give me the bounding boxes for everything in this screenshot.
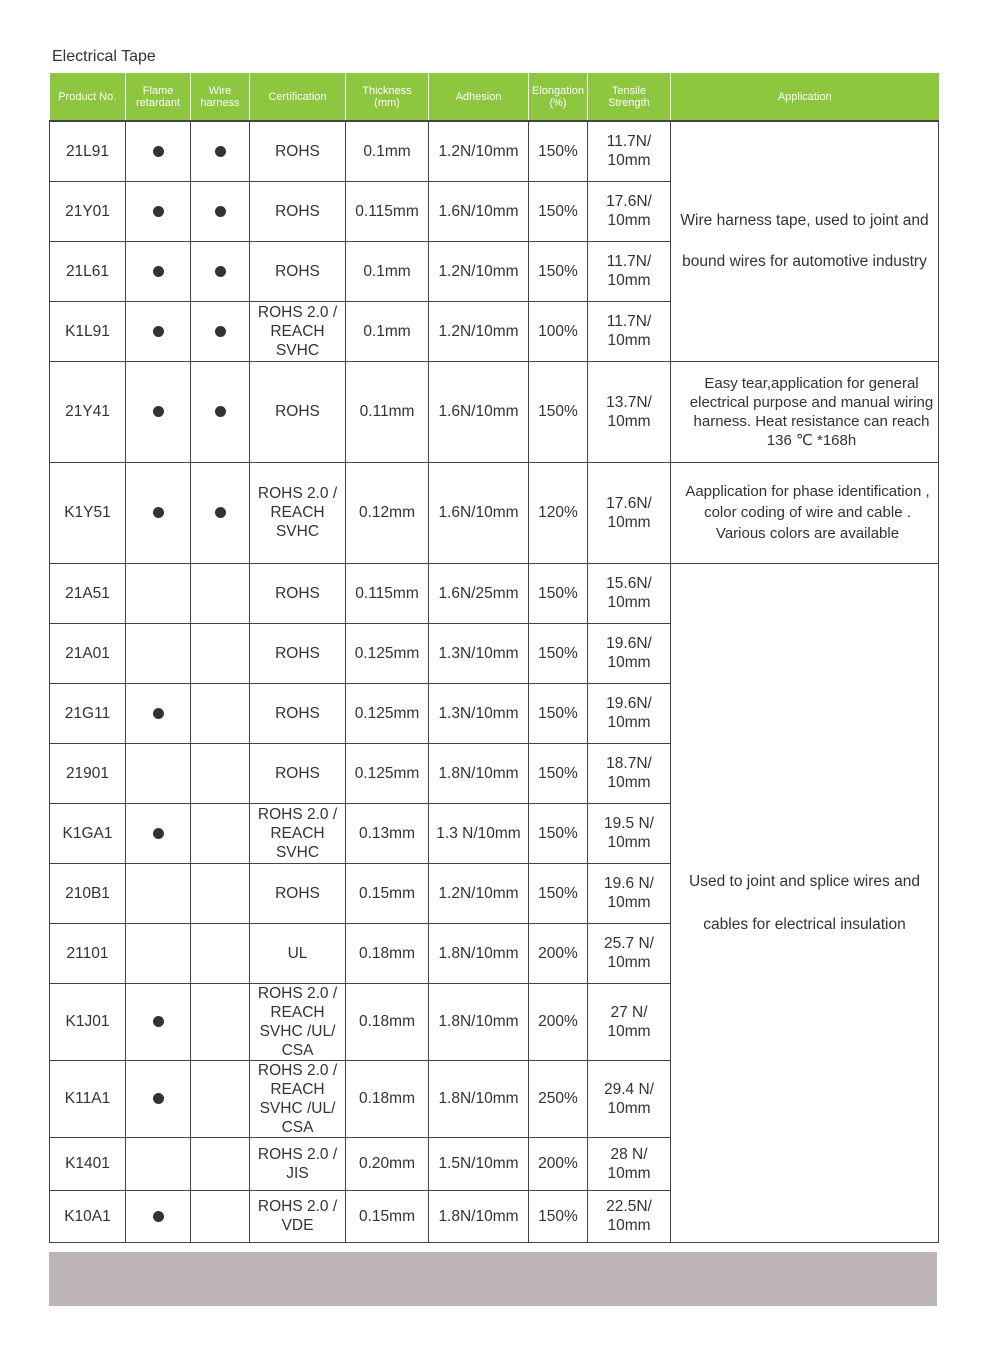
elongation-cell: 150% [529, 863, 588, 923]
product-no-cell: 21101 [50, 923, 126, 983]
filled-dot-icon [153, 708, 164, 719]
elongation-cell: 150% [529, 241, 588, 301]
wire-harness-cell [191, 1190, 250, 1242]
table-row [50, 121, 939, 181]
product-no-cell: 21901 [50, 743, 126, 803]
flame-retardant-cell [126, 683, 191, 743]
flame-retardant-cell [126, 1137, 191, 1190]
wire-harness-cell [191, 803, 250, 863]
product-no-cell: K1GA1 [50, 803, 126, 863]
adhesion-cell: 1.6N/10mm [429, 462, 529, 563]
elongation-cell: 150% [529, 803, 588, 863]
flame-retardant-cell [126, 623, 191, 683]
product-no-cell: 21Y41 [50, 361, 126, 462]
wire-harness-cell [191, 462, 250, 563]
flame-retardant-cell [126, 301, 191, 361]
adhesion-cell: 1.3 N/10mm [429, 803, 529, 863]
tensile-strength-cell: 11.7N/ 10mm [588, 301, 671, 361]
tensile-strength-cell: 19.6 N/ 10mm [588, 863, 671, 923]
filled-dot-icon [215, 326, 226, 337]
flame-retardant-cell [126, 563, 191, 623]
thickness-cell: 0.12mm [346, 462, 429, 563]
header-adhesion: Adhesion [429, 73, 529, 121]
certification-cell: ROHS [250, 181, 346, 241]
header-tensile-strength: Tensile Strength [588, 73, 671, 121]
thickness-cell: 0.125mm [346, 623, 429, 683]
certification-cell: ROHS 2.0 / REACH SVHC [250, 462, 346, 563]
elongation-cell: 120% [529, 462, 588, 563]
certification-cell: ROHS 2.0 / JIS [250, 1137, 346, 1190]
application-cell: Aapplication for phase identification , color coding of wire and cable . Various colors are available [671, 462, 939, 563]
certification-cell: ROHS [250, 683, 346, 743]
product-no-cell: 21Y01 [50, 181, 126, 241]
application-cell: Wire harness tape, used to joint and bound wires for automotive industry [671, 121, 939, 361]
certification-cell: ROHS [250, 623, 346, 683]
wire-harness-cell [191, 1060, 250, 1137]
flame-retardant-cell [126, 181, 191, 241]
tensile-strength-cell: 17.6N/ 10mm [588, 462, 671, 563]
adhesion-cell: 1.6N/10mm [429, 361, 529, 462]
filled-dot-icon [153, 1016, 164, 1027]
wire-harness-cell [191, 743, 250, 803]
product-no-cell: K1401 [50, 1137, 126, 1190]
flame-retardant-cell [126, 983, 191, 1060]
adhesion-cell: 1.5N/10mm [429, 1137, 529, 1190]
flame-retardant-cell [126, 1190, 191, 1242]
product-no-cell: 21G11 [50, 683, 126, 743]
application-cell: Easy tear,application for general electrical purpose and manual wiring harness. Heat resistance can reach 136 ℃ *168h [671, 361, 939, 462]
thickness-cell: 0.20mm [346, 1137, 429, 1190]
elongation-cell: 150% [529, 361, 588, 462]
table-body [50, 121, 939, 1242]
tensile-strength-cell: 11.7N/ 10mm [588, 121, 671, 181]
tensile-strength-cell: 18.7N/ 10mm [588, 743, 671, 803]
tensile-strength-cell: 19.6N/ 10mm [588, 683, 671, 743]
product-no-cell: K1J01 [50, 983, 126, 1060]
filled-dot-icon [215, 406, 226, 417]
header-row [50, 73, 939, 121]
filled-dot-icon [215, 266, 226, 277]
adhesion-cell: 1.3N/10mm [429, 683, 529, 743]
adhesion-cell: 1.6N/10mm [429, 181, 529, 241]
header-wire-harness: Wire harness [191, 73, 250, 121]
header-certification: Certification [250, 73, 346, 121]
filled-dot-icon [153, 1093, 164, 1104]
header-thickness: Thickness (mm) [346, 73, 429, 121]
thickness-cell: 0.11mm [346, 361, 429, 462]
certification-cell: UL [250, 923, 346, 983]
certification-cell: ROHS [250, 121, 346, 181]
wire-harness-cell [191, 563, 250, 623]
thickness-cell: 0.1mm [346, 301, 429, 361]
product-no-cell: 21L61 [50, 241, 126, 301]
wire-harness-cell [191, 181, 250, 241]
tensile-strength-cell: 11.7N/ 10mm [588, 241, 671, 301]
adhesion-cell: 1.2N/10mm [429, 863, 529, 923]
elongation-cell: 150% [529, 623, 588, 683]
wire-harness-cell [191, 1137, 250, 1190]
wire-harness-cell [191, 923, 250, 983]
certification-cell: ROHS [250, 563, 346, 623]
certification-cell: ROHS [250, 241, 346, 301]
product-no-cell: K1L91 [50, 301, 126, 361]
wire-harness-cell [191, 863, 250, 923]
wire-harness-cell [191, 301, 250, 361]
filled-dot-icon [153, 326, 164, 337]
tensile-strength-cell: 19.5 N/ 10mm [588, 803, 671, 863]
thickness-cell: 0.18mm [346, 983, 429, 1060]
tensile-strength-cell: 17.6N/ 10mm [588, 181, 671, 241]
flame-retardant-cell [126, 863, 191, 923]
wire-harness-cell [191, 121, 250, 181]
tensile-strength-cell: 13.7N/ 10mm [588, 361, 671, 462]
adhesion-cell: 1.8N/10mm [429, 1060, 529, 1137]
filled-dot-icon [153, 406, 164, 417]
tensile-strength-cell: 19.6N/ 10mm [588, 623, 671, 683]
table-row [50, 563, 939, 623]
filled-dot-icon [153, 146, 164, 157]
thickness-cell: 0.115mm [346, 181, 429, 241]
tensile-strength-cell: 29.4 N/ 10mm [588, 1060, 671, 1137]
certification-cell: ROHS 2.0 / REACH SVHC /UL/ CSA [250, 1060, 346, 1137]
flame-retardant-cell [126, 361, 191, 462]
adhesion-cell: 1.8N/10mm [429, 923, 529, 983]
flame-retardant-cell [126, 462, 191, 563]
tensile-strength-cell: 27 N/ 10mm [588, 983, 671, 1060]
adhesion-cell: 1.2N/10mm [429, 301, 529, 361]
elongation-cell: 200% [529, 923, 588, 983]
wire-harness-cell [191, 361, 250, 462]
product-no-cell: 21A01 [50, 623, 126, 683]
thickness-cell: 0.15mm [346, 863, 429, 923]
product-no-cell: K10A1 [50, 1190, 126, 1242]
certification-cell: ROHS [250, 863, 346, 923]
elongation-cell: 150% [529, 743, 588, 803]
adhesion-cell: 1.8N/10mm [429, 1190, 529, 1242]
application-cell: Used to joint and splice wires and cables for electrical insulation [671, 563, 939, 1242]
page-title: Electrical Tape [52, 48, 156, 65]
tensile-strength-cell: 25.7 N/ 10mm [588, 923, 671, 983]
thickness-cell: 0.125mm [346, 683, 429, 743]
elongation-cell: 150% [529, 181, 588, 241]
product-no-cell: K11A1 [50, 1060, 126, 1137]
header-elongation: Elongation (%) [529, 73, 588, 121]
filled-dot-icon [215, 206, 226, 217]
thickness-cell: 0.115mm [346, 563, 429, 623]
thickness-cell: 0.18mm [346, 1060, 429, 1137]
header-product-no: Product No. [50, 73, 126, 121]
table-row [50, 462, 939, 563]
flame-retardant-cell [126, 743, 191, 803]
certification-cell: ROHS 2.0 / VDE [250, 1190, 346, 1242]
wire-harness-cell [191, 683, 250, 743]
filled-dot-icon [153, 266, 164, 277]
elongation-cell: 250% [529, 1060, 588, 1137]
filled-dot-icon [153, 507, 164, 518]
thickness-cell: 0.125mm [346, 743, 429, 803]
filled-dot-icon [153, 828, 164, 839]
certification-cell: ROHS [250, 361, 346, 462]
product-no-cell: K1Y51 [50, 462, 126, 563]
filled-dot-icon [153, 206, 164, 217]
product-no-cell: 21L91 [50, 121, 126, 181]
certification-cell: ROHS 2.0 / REACH SVHC [250, 803, 346, 863]
thickness-cell: 0.1mm [346, 241, 429, 301]
thickness-cell: 0.13mm [346, 803, 429, 863]
elongation-cell: 100% [529, 301, 588, 361]
thickness-cell: 0.18mm [346, 923, 429, 983]
tensile-strength-cell: 22.5N/ 10mm [588, 1190, 671, 1242]
elongation-cell: 150% [529, 563, 588, 623]
flame-retardant-cell [126, 241, 191, 301]
header-flame-retardant: Flame retardant [126, 73, 191, 121]
certification-cell: ROHS 2.0 / REACH SVHC [250, 301, 346, 361]
wire-harness-cell [191, 241, 250, 301]
wire-harness-cell [191, 983, 250, 1060]
elongation-cell: 150% [529, 121, 588, 181]
adhesion-cell: 1.8N/10mm [429, 743, 529, 803]
elongation-cell: 150% [529, 683, 588, 743]
adhesion-cell: 1.6N/25mm [429, 563, 529, 623]
elongation-cell: 200% [529, 983, 588, 1060]
elongation-cell: 200% [529, 1137, 588, 1190]
flame-retardant-cell [126, 121, 191, 181]
elongation-cell: 150% [529, 1190, 588, 1242]
filled-dot-icon [215, 507, 226, 518]
filled-dot-icon [153, 1211, 164, 1222]
footer-bar [49, 1252, 937, 1306]
thickness-cell: 0.15mm [346, 1190, 429, 1242]
header-application: Application [671, 73, 939, 121]
product-no-cell: 210B1 [50, 863, 126, 923]
filled-dot-icon [215, 146, 226, 157]
adhesion-cell: 1.2N/10mm [429, 121, 529, 181]
tensile-strength-cell: 15.6N/ 10mm [588, 563, 671, 623]
tensile-strength-cell: 28 N/ 10mm [588, 1137, 671, 1190]
flame-retardant-cell [126, 923, 191, 983]
flame-retardant-cell [126, 1060, 191, 1137]
spec-table [49, 73, 939, 1243]
certification-cell: ROHS [250, 743, 346, 803]
certification-cell: ROHS 2.0 / REACH SVHC /UL/ CSA [250, 983, 346, 1060]
thickness-cell: 0.1mm [346, 121, 429, 181]
flame-retardant-cell [126, 803, 191, 863]
adhesion-cell: 1.3N/10mm [429, 623, 529, 683]
wire-harness-cell [191, 623, 250, 683]
table-row [50, 361, 939, 462]
adhesion-cell: 1.2N/10mm [429, 241, 529, 301]
adhesion-cell: 1.8N/10mm [429, 983, 529, 1060]
product-no-cell: 21A51 [50, 563, 126, 623]
